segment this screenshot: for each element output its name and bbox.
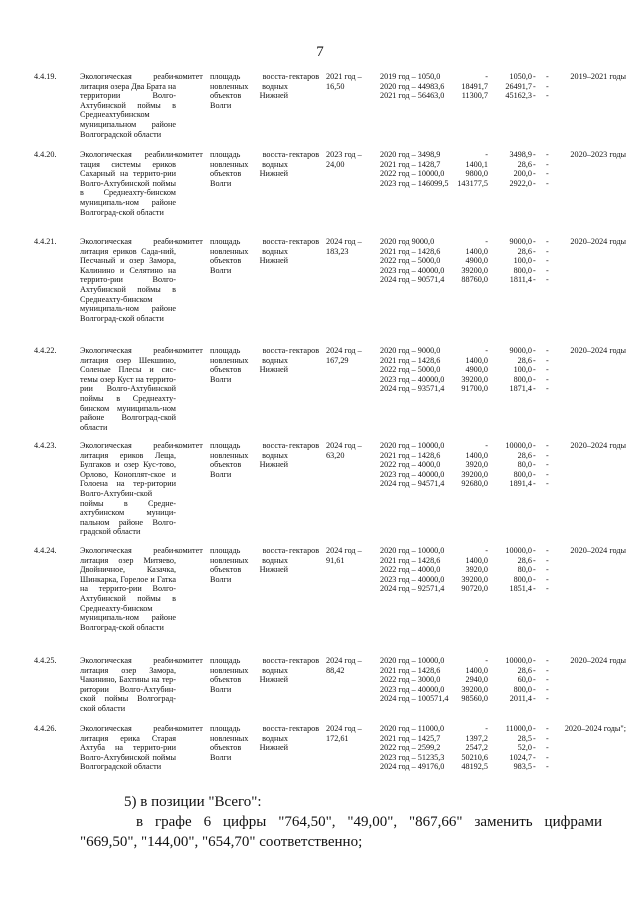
financing-row [380,656,548,666]
federal-budget: 3920,0 [465,460,488,470]
local-budget: - [533,256,536,266]
federal-budget: 88760,0 [461,275,488,285]
financing-year: 2020 год – 9000,0 [380,346,441,355]
financing-year: 2024 год – 94571,4 [380,479,445,489]
regional-budget: 80,0 [517,565,532,575]
regional-budget: 1851,4 [509,584,532,594]
local-budget: - [533,675,536,685]
regional-budget: 100,0 [513,256,532,266]
amendment-line-1: в графе 6 цифры "764,50", "49,00", "867,66" заменить цифрами [136,814,602,830]
measure-name: Экологическая реаби-литация озер Шекшино, Соленые Плесы и сис-темы озер Куст на террито-рии Волго-Ахтубинской поймы в Среднеахту-бинском муниципаль-ном районе Волгоград-ской области [80,346,176,432]
unit: гектаров [289,724,320,733]
financing-year: 2021 год – 56463,0 [380,91,445,101]
regional-budget: 983,5 [513,762,532,772]
financing-row [380,565,548,575]
other-sources: - [546,237,549,246]
regional-budget: 1050,0 [509,72,532,81]
financing-row [380,365,548,375]
local-budget: - [533,384,536,394]
responsible-agency: комитет [175,346,203,355]
financing-row [380,724,548,734]
local-budget: - [533,665,536,675]
federal-budget: 2547,2 [465,743,488,753]
local-budget: - [533,555,536,565]
indicator-name: площадь восста-новленных водных объектов Нижней Волги [210,546,288,584]
other-sources: - [546,384,549,394]
federal-budget: 39200,0 [461,574,488,584]
other-sources: - [546,665,549,675]
measure-name: Экологическая реаби-литация озер Замора, Чакинино, Бахтины на тер-ритории Волго-Ахтубин-ской поймы Волгоград-ской области [80,656,176,713]
financing-row [380,72,548,82]
other-sources: - [546,178,549,188]
target-value: 2023 год – 24,00 [326,150,362,169]
page-number: 7 [316,44,324,60]
local-budget: - [533,546,536,555]
regional-budget: 28,6 [517,159,532,169]
local-budget: - [533,178,536,188]
financing-row [380,556,548,566]
other-sources: - [546,479,549,489]
federal-budget: 1397,2 [465,733,488,743]
financing-row [380,266,548,276]
financing-year: 2022 год – 3000,0 [380,675,441,685]
local-budget: - [533,355,536,365]
financing-year: 2021 год – 1428,6 [380,355,441,365]
implementation-period: 2020–2024 годы [570,656,626,665]
regional-budget: 800,0 [513,469,532,479]
responsible-agency: комитет [175,237,203,246]
other-sources: - [546,265,549,275]
regional-budget: 800,0 [513,265,532,275]
local-budget: - [533,374,536,384]
other-sources: - [546,159,549,169]
federal-budget: 18491,7 [461,81,488,91]
item-number: 4.4.20. [34,150,57,159]
regional-budget: 10000,0 [505,441,532,450]
financing-year: 2020 год – 44983,6 [380,81,445,91]
other-sources: - [546,355,549,365]
regional-budget: 28,5 [517,733,532,743]
local-budget: - [533,265,536,275]
regional-budget: 45162,3 [505,91,532,101]
federal-budget: 92680,0 [461,479,488,489]
financing-row [380,160,548,170]
financing-year: 2020 год – 10000,0 [380,546,445,555]
unit: гектаров [289,346,320,355]
regional-budget: 100,0 [513,365,532,375]
item-number: 4.4.19. [34,72,57,81]
federal-budget: 1400,0 [465,450,488,460]
financing-row [380,91,548,101]
unit: гектаров [289,150,320,159]
financing-row [380,169,548,179]
indicator-name: площадь восста-новленных водных объектов Нижней Волги [210,724,288,762]
federal-budget: 90720,0 [461,584,488,594]
responsible-agency: комитет [175,441,203,450]
federal-budget: 91700,0 [461,384,488,394]
federal-budget: 11300,7 [461,91,488,101]
financing-year: 2019 год – 1050,0 [380,72,441,81]
other-sources: - [546,91,549,101]
federal-budget: 39200,0 [461,374,488,384]
indicator-name: площадь восста-новленных водных объектов Нижней Волги [210,72,288,110]
federal-budget: - [485,150,488,159]
financing-year: 2022 год – 4000,0 [380,565,441,575]
responsible-agency: комитет [175,724,203,733]
federal-budget: 143177,5 [457,178,488,188]
local-budget: - [533,81,536,91]
local-budget: - [533,460,536,470]
financing-year: 2023 год – 146099,5 [380,178,449,188]
other-sources: - [546,743,549,753]
regional-budget: 52,0 [517,743,532,753]
financing-row [380,575,548,585]
financing-block [380,724,548,772]
local-budget: - [533,450,536,460]
other-sources: - [546,565,549,575]
financing-year: 2022 год – 5000,0 [380,365,441,375]
regional-budget: 26491,7 [505,81,532,91]
responsible-agency: комитет [175,546,203,555]
other-sources: - [546,450,549,460]
financing-row [380,237,548,247]
target-value: 2024 год – 91,61 [326,546,362,565]
financing-row [380,460,548,470]
federal-budget: 1400,1 [465,159,488,169]
other-sources: - [546,555,549,565]
financing-row [380,734,548,744]
financing-row [380,666,548,676]
measure-name: Экологическая реаби-литация ерика Старая Ахтуба на террито-рии Волго-Ахтубинской поймы Волгоградской области [80,724,176,772]
federal-budget: 1400,0 [465,665,488,675]
financing-year: 2021 год – 1428,6 [380,246,441,256]
other-sources: - [546,246,549,256]
target-value: 2021 год – 16,50 [326,72,362,91]
financing-year: 2021 год – 1428,6 [380,555,441,565]
measure-name: Экологическая реаби-литация ериков Леща, Булгаков и озер Кус-тово, Орлово, Коноплят-ское и Голоена на тер-ритории Волго-Ахтубин-ской поймы в Средне-ахтубинском муници-пальном районе Волго-градской области [80,441,176,537]
financing-row [380,479,548,489]
local-budget: - [533,237,536,246]
financing-block [380,150,548,188]
local-budget: - [533,441,536,450]
financing-row [380,753,548,763]
regional-budget: 28,6 [517,355,532,365]
financing-row [380,675,548,685]
financing-year: 2024 год – 90571,4 [380,275,445,285]
other-sources: - [546,684,549,694]
other-sources: - [546,762,549,772]
other-sources: - [546,675,549,685]
other-sources: - [546,81,549,91]
other-sources: - [546,469,549,479]
financing-row [380,743,548,753]
federal-budget: 4900,0 [465,256,488,266]
other-sources: - [546,275,549,285]
local-budget: - [533,346,536,355]
indicator-name: площадь восста-новленных водных объектов Нижней Волги [210,441,288,479]
financing-block [380,237,548,285]
regional-budget: 9000,0 [509,237,532,246]
responsible-agency: комитет [175,72,203,81]
measure-name: Экологическая реаби-литация озера Два Брата на территории Волго-Ахтубинской поймы в Среднеахтубинском муниципальном районе Волгоградской области [80,72,176,139]
other-sources: - [546,574,549,584]
financing-year: 2020 год – 3498,9 [380,150,441,159]
other-sources: - [546,752,549,762]
target-value: 2024 год – 63,20 [326,441,362,460]
federal-budget: 39200,0 [461,265,488,275]
financing-row [380,384,548,394]
other-sources: - [546,441,549,450]
regional-budget: 1811,4 [509,275,532,285]
financing-row [380,762,548,772]
target-value: 2024 год – 183,23 [326,237,362,256]
financing-year: 2024 год – 92571,4 [380,584,445,594]
financing-year: 2021 год – 1428,6 [380,665,441,675]
regional-budget: 800,0 [513,684,532,694]
financing-year: 2023 год – 40000,0 [380,374,445,384]
financing-row [380,82,548,92]
amendment-line-2: "669,50", "144,00", "654,70" соответственно; [80,834,363,850]
regional-budget: 2922,0 [509,178,532,188]
federal-budget: 4900,0 [465,365,488,375]
item-number: 4.4.21. [34,237,57,246]
local-budget: - [533,743,536,753]
financing-year: 2024 год – 93571,4 [380,384,445,394]
local-budget: - [533,169,536,179]
financing-row [380,247,548,257]
local-budget: - [533,91,536,101]
local-budget: - [533,752,536,762]
financing-year: 2022 год – 4000,0 [380,460,441,470]
federal-budget: 1400,0 [465,246,488,256]
implementation-period: 2020–2024 годы [570,441,626,450]
regional-budget: 28,6 [517,246,532,256]
implementation-period: 2020–2024 годы"; [564,724,626,733]
federal-budget: - [485,237,488,246]
item-number: 4.4.22. [34,346,57,355]
regional-budget: 9000,0 [509,346,532,355]
financing-row [380,375,548,385]
regional-budget: 28,6 [517,450,532,460]
local-budget: - [533,469,536,479]
regional-budget: 3498,9 [509,150,532,159]
federal-budget: 50210,6 [461,752,488,762]
financing-row [380,694,548,704]
implementation-period: 2020–2024 годы [570,346,626,355]
target-value: 2024 год – 88,42 [326,656,362,675]
measure-name: Экологическая реаби-литация озер Митяево, Двойничное, Казачка, Шинкарка, Горелое и Гатка на террито-рии Волго-Ахтубинской поймы в Среднеахту-бинском муниципаль-ном районе Волгоград-ской области [80,546,176,632]
financing-year: 2023 год – 40000,0 [380,265,445,275]
financing-year: 2022 год – 10000,0 [380,169,445,179]
local-budget: - [533,72,536,81]
other-sources: - [546,656,549,665]
federal-budget: - [485,441,488,450]
implementation-period: 2020–2024 годы [570,237,626,246]
local-budget: - [533,724,536,733]
financing-year: 2023 год – 40000,0 [380,469,445,479]
financing-row [380,584,548,594]
regional-budget: 11000,0 [505,724,532,733]
financing-row [380,346,548,356]
unit: гектаров [289,72,320,81]
other-sources: - [546,365,549,375]
financing-year: 2024 год – 100571,4 [380,694,449,704]
target-value: 2024 год – 172,61 [326,724,362,743]
financing-year: 2022 год – 5000,0 [380,256,441,266]
financing-row [380,150,548,160]
local-budget: - [533,565,536,575]
regional-budget: 10000,0 [505,656,532,665]
financing-year: 2020 год – 11000,0 [380,724,445,733]
federal-budget: - [485,346,488,355]
financing-year: 2020 год 9000,0 [380,237,435,246]
financing-row [380,256,548,266]
other-sources: - [546,374,549,384]
financing-row [380,451,548,461]
financing-row [380,275,548,285]
local-budget: - [533,656,536,665]
unit: гектаров [289,656,320,665]
federal-budget: - [485,546,488,555]
measure-name: Экологическая реабили-тация системы ериков Сахарный на террито-рии Волго-Ахтубинской поймы в Среднеахту-бинском муниципаль-ном районе Волгоград-ской области [80,150,176,217]
federal-budget: 48192,5 [461,762,488,772]
financing-block [380,346,548,394]
local-budget: - [533,584,536,594]
regional-budget: 1891,4 [509,479,532,489]
financing-year: 2021 год – 1428,7 [380,159,441,169]
federal-budget: 2940,0 [465,675,488,685]
financing-row [380,470,548,480]
financing-year: 2023 год – 40000,0 [380,684,445,694]
local-budget: - [533,159,536,169]
financing-year: 2021 год – 1428,6 [380,450,441,460]
financing-row [380,685,548,695]
financing-block [380,72,548,101]
regional-budget: 28,6 [517,665,532,675]
regional-budget: 1024,7 [509,752,532,762]
federal-budget: 98560,0 [461,694,488,704]
other-sources: - [546,72,549,81]
responsible-agency: комитет [175,150,203,159]
local-budget: - [533,479,536,489]
other-sources: - [546,169,549,179]
financing-year: 2020 год – 10000,0 [380,441,445,450]
financing-year: 2022 год – 2599,2 [380,743,441,753]
unit: гектаров [289,441,320,450]
implementation-period: 2020–2023 годы [570,150,626,159]
financing-row [380,356,548,366]
financing-year: 2023 год – 40000,0 [380,574,445,584]
measure-name: Экологическая реаби-литация ериков Сада-ний, Песчаный и озер Замора, Калинино и Селятино на террито-рии Волго-Ахтубинской поймы в Среднеахту-бинском муниципаль-ном районе Волгоград-ской области [80,237,176,323]
indicator-name: площадь восста-новленных водных объектов Нижней Волги [210,237,288,275]
regional-budget: 800,0 [513,374,532,384]
regional-budget: 1871,4 [509,384,532,394]
federal-budget: - [485,656,488,665]
other-sources: - [546,150,549,159]
other-sources: - [546,460,549,470]
other-sources: - [546,733,549,743]
target-value: 2024 год – 167,29 [326,346,362,365]
other-sources: - [546,694,549,704]
indicator-name: площадь восста-новленных водных объектов Нижней Волги [210,346,288,384]
other-sources: - [546,346,549,355]
item-number: 4.4.25. [34,656,57,665]
indicator-name: площадь восста-новленных водных объектов Нижней Волги [210,656,288,694]
local-budget: - [533,733,536,743]
other-sources: - [546,546,549,555]
unit: гектаров [289,546,320,555]
federal-budget: 1400,0 [465,355,488,365]
local-budget: - [533,694,536,704]
other-sources: - [546,256,549,266]
implementation-period: 2020–2024 годы [570,546,626,555]
item-5-heading: 5) в позиции "Всего": [124,794,262,810]
financing-year: 2023 год – 51235,3 [380,752,445,762]
other-sources: - [546,724,549,733]
financing-block [380,441,548,489]
financing-year: 2024 год – 49176,0 [380,762,445,772]
other-sources: - [546,584,549,594]
local-budget: - [533,246,536,256]
item-number: 4.4.26. [34,724,57,733]
responsible-agency: комитет [175,656,203,665]
federal-budget: 3920,0 [465,565,488,575]
local-budget: - [533,365,536,375]
item-number: 4.4.23. [34,441,57,450]
local-budget: - [533,275,536,285]
implementation-period: 2019–2021 годы [570,72,626,81]
regional-budget: 800,0 [513,574,532,584]
financing-row [380,546,548,556]
regional-budget: 60,0 [517,675,532,685]
regional-budget: 2011,4 [509,694,532,704]
financing-row [380,179,548,189]
local-budget: - [533,574,536,584]
item-number: 4.4.24. [34,546,57,555]
regional-budget: 10000,0 [505,546,532,555]
financing-block [380,546,548,594]
federal-budget: 39200,0 [461,469,488,479]
federal-budget: 39200,0 [461,684,488,694]
federal-budget: - [485,72,488,81]
regional-budget: 200,0 [513,169,532,179]
local-budget: - [533,684,536,694]
financing-year: 2021 год – 1425,7 [380,733,441,743]
local-budget: - [533,762,536,772]
financing-year: 2020 год – 10000,0 [380,656,445,665]
financing-row [380,441,548,451]
regional-budget: 28,6 [517,555,532,565]
federal-budget: 9800,0 [465,169,488,179]
federal-budget: - [485,724,488,733]
financing-block [380,656,548,704]
federal-budget: 1400,0 [465,555,488,565]
indicator-name: площадь восста-новленных водных объектов Нижней Волги [210,150,288,188]
local-budget: - [533,150,536,159]
regional-budget: 80,0 [517,460,532,470]
unit: гектаров [289,237,320,246]
